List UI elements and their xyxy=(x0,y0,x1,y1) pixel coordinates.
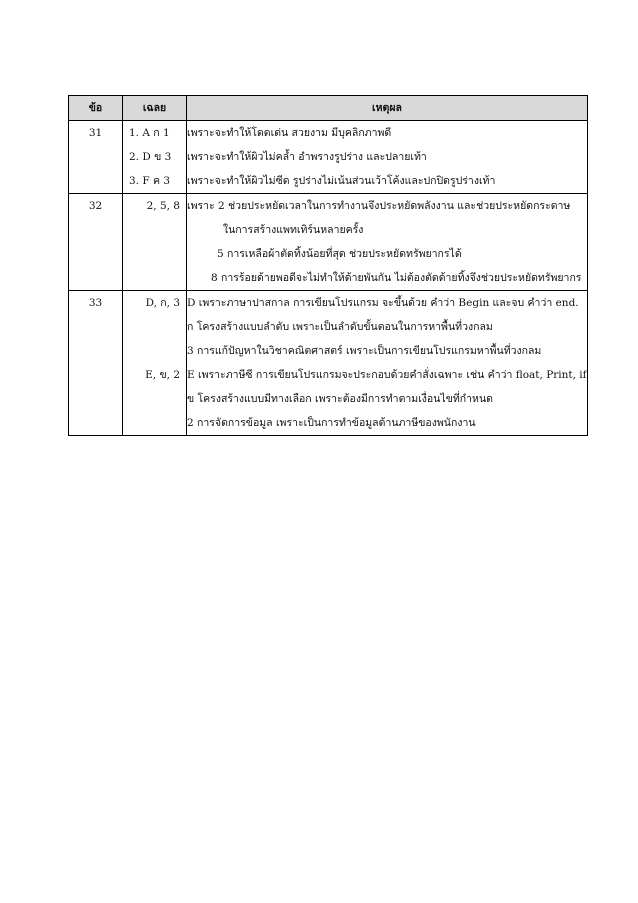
table-row xyxy=(69,194,588,291)
reason-line: 5 การเหลือผ้าตัดทิ้งน้อยที่สุด ช่วยประหยัดทรัพยากรได้ xyxy=(217,248,462,260)
reason-line: ในการสร้างแพทเทิร์นหลายครั้ง xyxy=(223,224,364,236)
header-answer: เฉลย xyxy=(123,96,187,121)
answer-line: 2. D ข 3 xyxy=(129,151,172,163)
answer-line: 2, 5, 8 xyxy=(146,200,180,212)
table-row xyxy=(69,291,588,436)
table-row xyxy=(69,121,588,194)
reason-cell xyxy=(187,291,588,436)
answer-line: 1. A ก 1 xyxy=(129,127,170,139)
answer-cell xyxy=(123,291,187,436)
table-header-row xyxy=(69,96,588,121)
reason-line: D เพราะภาษาปาสกาล การเขียนโปรแกรม จะขึ้นด้วย คำว่า Begin และจบ คำว่า end. xyxy=(187,297,579,309)
reason-line: ก โครงสร้างแบบลำดับ เพราะเป็นลำดับขั้นตอนในการหาพื้นที่วงกลม xyxy=(187,321,493,333)
answer-key-table xyxy=(68,95,588,436)
reason-line: เพราะ 2 ช่วยประหยัดเวลาในการทำงานจึงประหยัดพลังงาน และช่วยประหยัดกระดาษ xyxy=(187,200,571,212)
reason-line: ข โครงสร้างแบบมีทางเลือก เพราะต้องมีการทำตามเงื่อนไขที่กำหนด xyxy=(187,393,493,405)
answer-cell xyxy=(123,121,187,194)
question-number: 32 xyxy=(69,194,123,291)
reason-line: เพราะจะทำให้ผิวไม่ซีด รูปร่างไม่เน้นส่วนเว้าโค้งและปกปิดรูปร่างเท้า xyxy=(187,175,496,187)
reason-line: 2 การจัดการข้อมูล เพราะเป็นการทำข้อมูลด้านภาษีของพนักงาน xyxy=(187,417,476,429)
reason-line: เพราะจะทำให้โดดเด่น สวยงาม มีบุคลิกภาพดี xyxy=(187,127,392,139)
answer-line: 3. F ค 3 xyxy=(129,175,171,187)
question-number: 31 xyxy=(69,121,123,194)
reason-cell xyxy=(187,121,588,194)
header-reason: เหตุผล xyxy=(187,96,588,121)
reason-cell xyxy=(187,194,588,291)
reason-line: 3 การแก้ปัญหาในวิชาคณิตศาสตร์ เพราะเป็นการเขียนโปรแกรมหาพื้นที่วงกลม xyxy=(187,345,542,357)
reason-line: เพราะจะทำให้ผิวไม่คล้ำ อำพรางรูปร่าง และปลายเท้า xyxy=(187,151,427,163)
question-number: 33 xyxy=(69,291,123,436)
answer-line: E, ข, 2 xyxy=(145,369,180,381)
reason-line: 8 การร้อยด้ายพอดีจะไม่ทำให้ด้ายพันกัน ไม่ต้องตัดด้ายทิ้งจึงช่วยประหยัดทรัพยากร xyxy=(211,272,582,284)
answer-cell xyxy=(123,194,187,291)
answer-line: D, ก, 3 xyxy=(145,297,180,309)
reason-line: E เพราะภาษีซี การเขียนโปรแกรมจะประกอบด้วยคำสั่งเฉพาะ เช่น คำว่า float, Print, if xyxy=(187,369,587,381)
header-no: ข้อ xyxy=(69,96,123,121)
